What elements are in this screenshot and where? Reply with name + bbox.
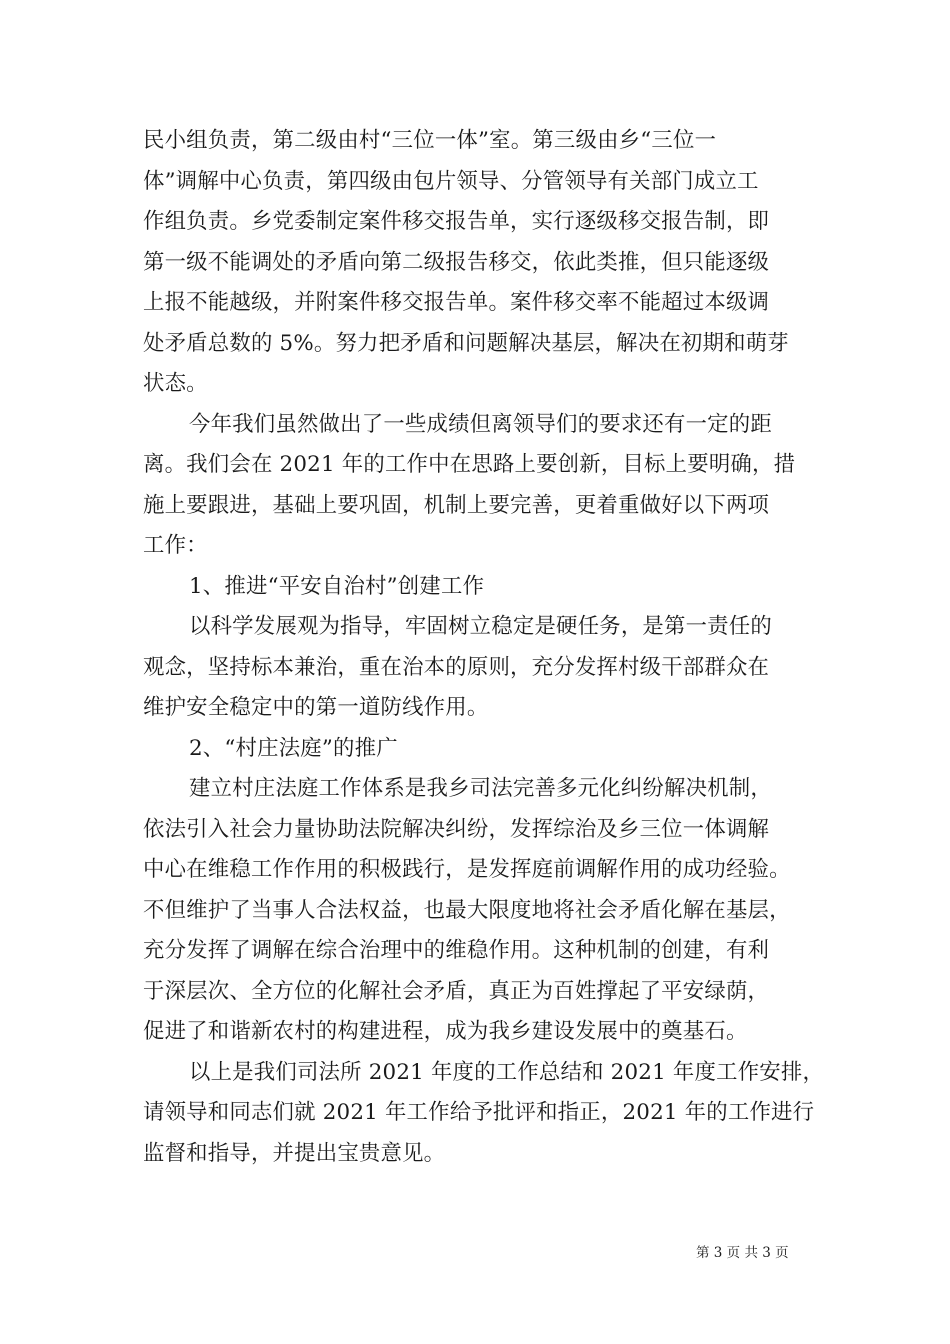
text-line: 作组负责。乡党委制定案件移交报告单，实行逐级移交报告制，即 (143, 209, 770, 234)
text-line: 施上要跟进，基础上要巩固，机制上要完善，更着重做好以下两项 (143, 492, 770, 518)
text-line: 依法引入社会力量协助法院解决纠纷，发挥综治及乡三位一体调解 (143, 816, 770, 842)
text-line: 观念，坚持标本兼治，重在治本的原则，充分发挥村级干部群众在 (143, 654, 770, 680)
text-line: 中心在维稳工作作用的积极践行，是发挥庭前调解作用的成功经验。 (143, 857, 791, 882)
text-line: 工作： (143, 533, 208, 558)
text-line: 今年我们虽然做出了一些成绩但离领导们的要求还有一定的距 (189, 411, 772, 437)
text-line: 于深层次、全方位的化解社会矛盾，真正为百姓撑起了平安绿荫， (143, 978, 770, 1004)
text-line: 民小组负责，第二级由村“三位一体”室。第三级由乡“三位一 (143, 128, 717, 153)
text-line: 状态。 (143, 371, 208, 396)
text-line: 不但维护了当事人合法权益，也最大限度地将社会矛盾化解在基层， (143, 897, 791, 923)
text-line: 促进了和谐新农村的构建进程，成为我乡建设发展中的奠基石。 (143, 1019, 748, 1044)
document-body (143, 121, 825, 1174)
text-line: 监督和指导，并提出宝贵意见。 (143, 1140, 446, 1166)
text-line: 体”调解中心负责，第四级由包片领导、分管领导有关部门成立工 (143, 168, 759, 194)
text-line: 2、“村庄法庭”的推广 (189, 735, 398, 761)
text-line: 维护安全稳定中的第一道防线作用。 (143, 695, 489, 720)
text-line: 以科学发展观为指导，牢固树立稳定是硬任务，是第一责任的 (189, 614, 772, 639)
text-line: 建立村庄法庭工作体系是我乡司法完善多元化纠纷解决机制， (189, 776, 772, 801)
page-number: 第 3 页 共 3 页 (696, 1245, 789, 1261)
text-line: 请领导和同志们就 2021 年工作给予批评和指正，2021 年的工作进行 (143, 1100, 815, 1125)
text-line: 离。我们会在 2021 年的工作中在思路上要创新，目标上要明确，措 (143, 452, 796, 477)
text-line: 第一级不能调处的矛盾向第二级报告移交，依此类推，但只能逐级 (143, 249, 770, 275)
text-line: 上报不能越级，并附案件移交报告单。案件移交率不能超过本级调 (143, 290, 770, 315)
text-line: 以上是我们司法所 2021 年度的工作总结和 2021 年度工作安排， (189, 1059, 825, 1085)
text-line: 1、推进“平安自治村”创建工作 (189, 573, 485, 599)
text-line: 充分发挥了调解在综合治理中的维稳作用。这种机制的创建，有利 (143, 938, 770, 963)
text-line: 处矛盾总数的 5%。努力把矛盾和问题解决基层，解决在初期和萌芽 (143, 330, 789, 356)
